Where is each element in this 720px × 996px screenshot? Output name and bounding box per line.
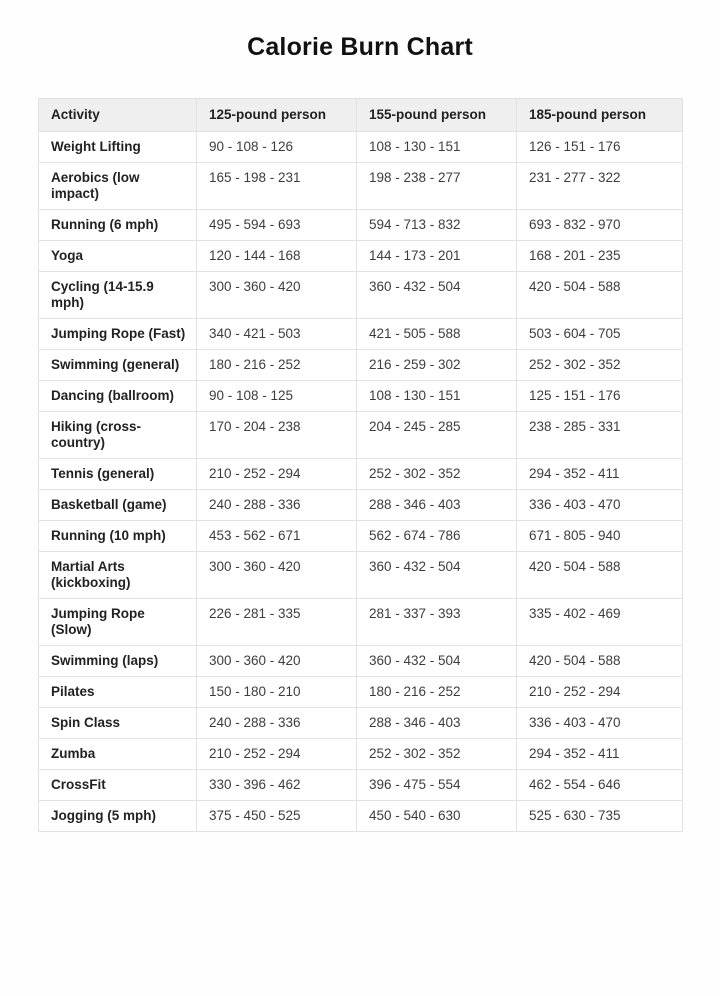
- calorie-range-cell: 210 - 252 - 294: [197, 739, 357, 770]
- calorie-range-cell: 144 - 173 - 201: [357, 241, 517, 272]
- calorie-range-cell: 453 - 562 - 671: [197, 521, 357, 552]
- calorie-range-cell: 281 - 337 - 393: [357, 599, 517, 646]
- activity-cell: Zumba: [39, 739, 197, 770]
- calorie-range-cell: 240 - 288 - 336: [197, 490, 357, 521]
- calorie-range-cell: 420 - 504 - 588: [517, 552, 683, 599]
- table-header-row: [39, 99, 683, 132]
- table-row: [39, 599, 683, 646]
- table-row: [39, 350, 683, 381]
- calorie-range-cell: 125 - 151 - 176: [517, 381, 683, 412]
- calorie-range-cell: 168 - 201 - 235: [517, 241, 683, 272]
- calorie-range-cell: 360 - 432 - 504: [357, 646, 517, 677]
- calorie-range-cell: 300 - 360 - 420: [197, 552, 357, 599]
- calorie-range-cell: 198 - 238 - 277: [357, 163, 517, 210]
- calorie-range-cell: 671 - 805 - 940: [517, 521, 683, 552]
- activity-cell: Swimming (laps): [39, 646, 197, 677]
- table-container: [38, 98, 682, 832]
- calorie-range-cell: 126 - 151 - 176: [517, 132, 683, 163]
- activity-cell: Jumping Rope (Slow): [39, 599, 197, 646]
- calorie-range-cell: 450 - 540 - 630: [357, 801, 517, 832]
- table-row: [39, 381, 683, 412]
- calorie-range-cell: 90 - 108 - 126: [197, 132, 357, 163]
- table-row: [39, 210, 683, 241]
- calorie-range-cell: 300 - 360 - 420: [197, 272, 357, 319]
- table-row: [39, 521, 683, 552]
- calorie-range-cell: 335 - 402 - 469: [517, 599, 683, 646]
- calorie-range-cell: 495 - 594 - 693: [197, 210, 357, 241]
- table-row: [39, 459, 683, 490]
- activity-cell: Cycling (14-15.9 mph): [39, 272, 197, 319]
- calorie-range-cell: 108 - 130 - 151: [357, 132, 517, 163]
- calorie-range-cell: 562 - 674 - 786: [357, 521, 517, 552]
- activity-cell: Jumping Rope (Fast): [39, 319, 197, 350]
- calorie-range-cell: 336 - 403 - 470: [517, 708, 683, 739]
- calorie-range-cell: 288 - 346 - 403: [357, 490, 517, 521]
- calorie-range-cell: 210 - 252 - 294: [197, 459, 357, 490]
- activity-cell: CrossFit: [39, 770, 197, 801]
- activity-cell: Spin Class: [39, 708, 197, 739]
- calorie-range-cell: 594 - 713 - 832: [357, 210, 517, 241]
- calorie-range-cell: 238 - 285 - 331: [517, 412, 683, 459]
- table-row: [39, 801, 683, 832]
- calorie-range-cell: 375 - 450 - 525: [197, 801, 357, 832]
- table-row: [39, 412, 683, 459]
- activity-cell: Weight Lifting: [39, 132, 197, 163]
- calorie-range-cell: 525 - 630 - 735: [517, 801, 683, 832]
- calorie-range-cell: 170 - 204 - 238: [197, 412, 357, 459]
- calorie-range-cell: 108 - 130 - 151: [357, 381, 517, 412]
- calorie-range-cell: 231 - 277 - 322: [517, 163, 683, 210]
- calorie-range-cell: 396 - 475 - 554: [357, 770, 517, 801]
- calorie-range-cell: 294 - 352 - 411: [517, 459, 683, 490]
- table-row: [39, 319, 683, 350]
- table-row: [39, 272, 683, 319]
- calorie-range-cell: 340 - 421 - 503: [197, 319, 357, 350]
- calorie-range-cell: 150 - 180 - 210: [197, 677, 357, 708]
- calorie-burn-table: [38, 98, 683, 832]
- activity-cell: Yoga: [39, 241, 197, 272]
- calorie-range-cell: 204 - 245 - 285: [357, 412, 517, 459]
- calorie-range-cell: 294 - 352 - 411: [517, 739, 683, 770]
- calorie-range-cell: 420 - 504 - 588: [517, 272, 683, 319]
- calorie-range-cell: 421 - 505 - 588: [357, 319, 517, 350]
- table-row: [39, 132, 683, 163]
- activity-cell: Running (6 mph): [39, 210, 197, 241]
- activity-cell: Martial Arts (kickboxing): [39, 552, 197, 599]
- calorie-range-cell: 240 - 288 - 336: [197, 708, 357, 739]
- table-row: [39, 646, 683, 677]
- calorie-range-cell: 180 - 216 - 252: [357, 677, 517, 708]
- activity-cell: Aerobics (low impact): [39, 163, 197, 210]
- calorie-range-cell: 336 - 403 - 470: [517, 490, 683, 521]
- table-row: [39, 708, 683, 739]
- activity-cell: Dancing (ballroom): [39, 381, 197, 412]
- calorie-range-cell: 300 - 360 - 420: [197, 646, 357, 677]
- calorie-range-cell: 252 - 302 - 352: [517, 350, 683, 381]
- calorie-range-cell: 252 - 302 - 352: [357, 459, 517, 490]
- calorie-range-cell: 180 - 216 - 252: [197, 350, 357, 381]
- column-header: 125-pound person: [197, 99, 357, 132]
- table-row: [39, 241, 683, 272]
- page-title: Calorie Burn Chart: [247, 33, 473, 61]
- calorie-range-cell: 252 - 302 - 352: [357, 739, 517, 770]
- activity-cell: Hiking (cross-country): [39, 412, 197, 459]
- activity-cell: Basketball (game): [39, 490, 197, 521]
- calorie-range-cell: 330 - 396 - 462: [197, 770, 357, 801]
- activity-cell: Jogging (5 mph): [39, 801, 197, 832]
- calorie-range-cell: 360 - 432 - 504: [357, 552, 517, 599]
- calorie-range-cell: 216 - 259 - 302: [357, 350, 517, 381]
- table-body: [39, 132, 683, 832]
- activity-cell: Running (10 mph): [39, 521, 197, 552]
- calorie-range-cell: 210 - 252 - 294: [517, 677, 683, 708]
- calorie-range-cell: 288 - 346 - 403: [357, 708, 517, 739]
- column-header: 185-pound person: [517, 99, 683, 132]
- column-header: 155-pound person: [357, 99, 517, 132]
- calorie-range-cell: 360 - 432 - 504: [357, 272, 517, 319]
- activity-cell: Pilates: [39, 677, 197, 708]
- calorie-range-cell: 462 - 554 - 646: [517, 770, 683, 801]
- table-row: [39, 739, 683, 770]
- activity-cell: Swimming (general): [39, 350, 197, 381]
- column-header: Activity: [39, 99, 197, 132]
- calorie-range-cell: 226 - 281 - 335: [197, 599, 357, 646]
- calorie-range-cell: 503 - 604 - 705: [517, 319, 683, 350]
- table-row: [39, 677, 683, 708]
- table-row: [39, 490, 683, 521]
- calorie-range-cell: 90 - 108 - 125: [197, 381, 357, 412]
- calorie-range-cell: 120 - 144 - 168: [197, 241, 357, 272]
- activity-cell: Tennis (general): [39, 459, 197, 490]
- calorie-range-cell: 420 - 504 - 588: [517, 646, 683, 677]
- calorie-range-cell: 165 - 198 - 231: [197, 163, 357, 210]
- table-row: [39, 770, 683, 801]
- table-row: [39, 552, 683, 599]
- table-row: [39, 163, 683, 210]
- calorie-range-cell: 693 - 832 - 970: [517, 210, 683, 241]
